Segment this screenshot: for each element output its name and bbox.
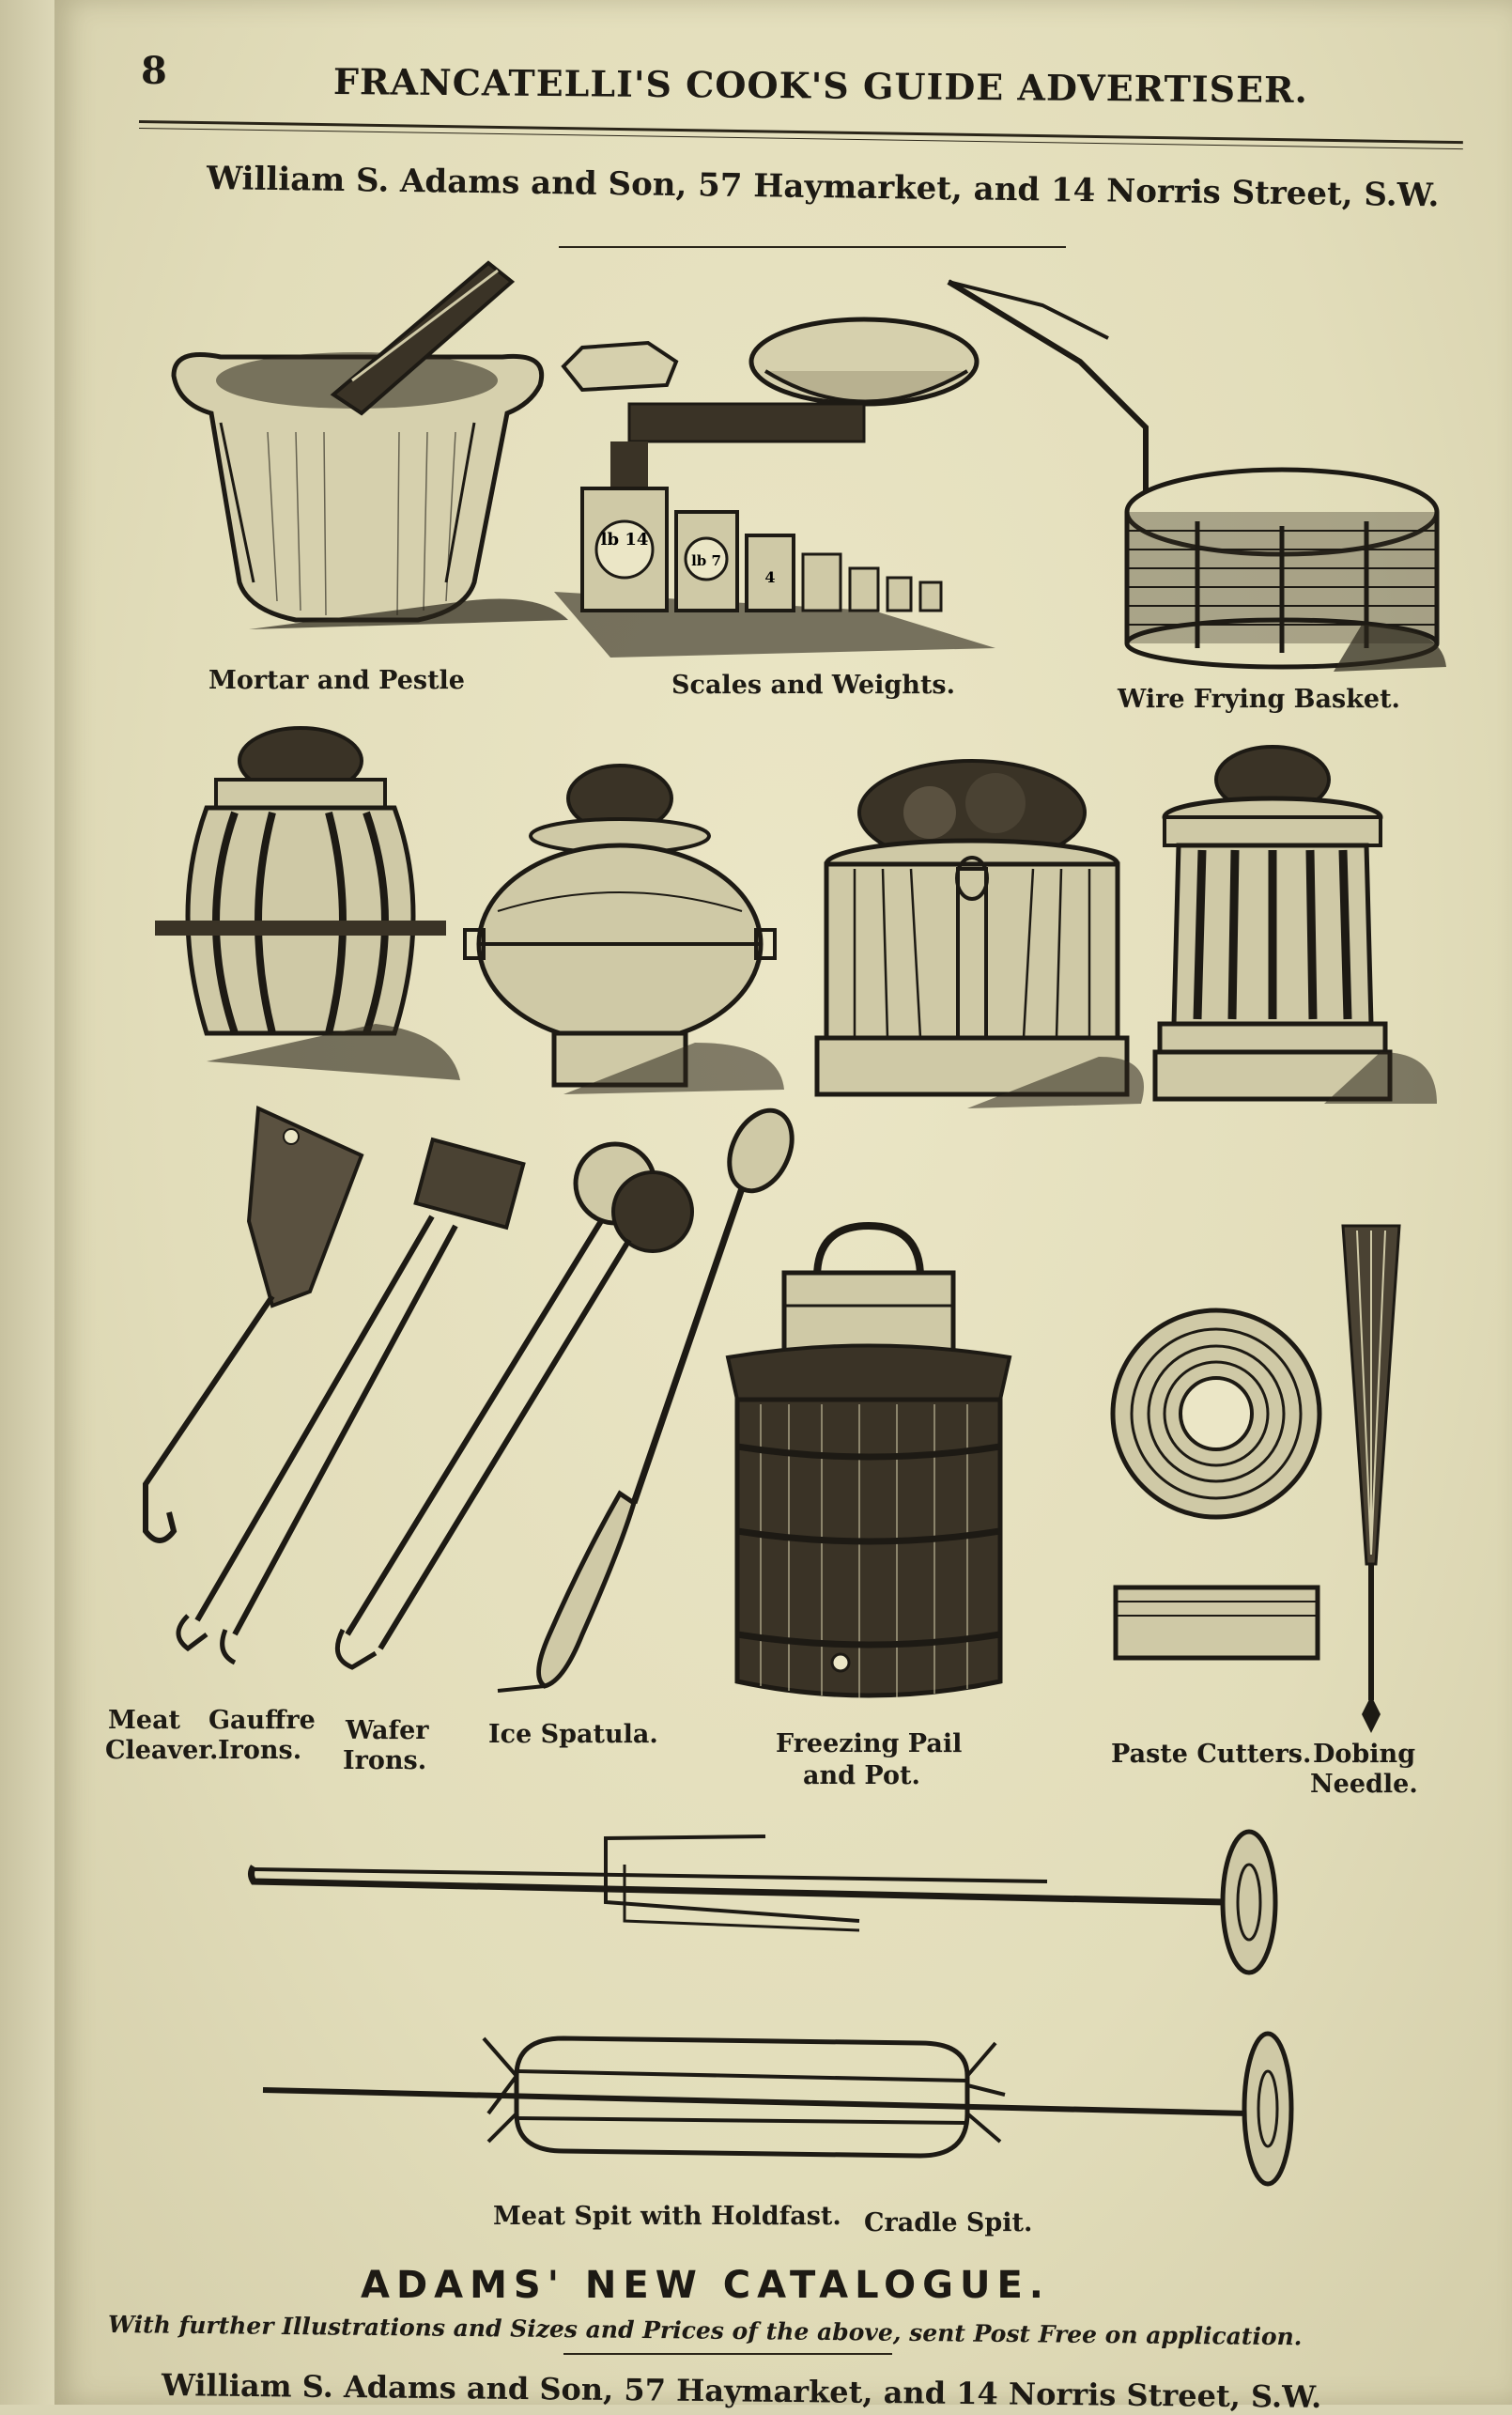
page-header-title: FRANCATELLI'S COOK'S GUIDE ADVERTISER.	[332, 60, 1309, 112]
caption-wafer-irons-line2: Irons.	[343, 1746, 427, 1775]
mortar-and-pestle-illustration	[164, 263, 559, 658]
dobing-needle-illustration	[1338, 1226, 1404, 1733]
page-number: 8	[141, 49, 167, 93]
meat-spit-with-holdfast-illustration	[249, 1827, 1291, 1996]
freezing-pail-and-pot-illustration	[718, 1221, 1019, 1710]
weight-4lb-mark: 4	[764, 568, 776, 586]
page-gutter	[0, 0, 54, 2405]
weight-14lb-mark: lb 14	[600, 530, 649, 550]
caption-wire-frying-basket: Wire Frying Basket.	[1118, 685, 1400, 714]
merchant-address-heading: William S. Adams and Son, 57 Haymarket, and 14 Norris Street, S.W.	[206, 160, 1440, 215]
footer-address: William S. Adams and Son, 57 Haymarket, and 14 Norris Street, S.W.	[161, 2367, 1322, 2415]
caption-ice-spatula: Ice Spatula.	[488, 1720, 658, 1749]
caption-scales-and-weights: Scales and Weights.	[671, 671, 956, 700]
caption-meat-spit: Meat Spit with Holdfast.	[493, 2202, 841, 2231]
caption-paste-cutters: Paste Cutters.	[1111, 1740, 1312, 1769]
caption-gauffre-irons-line2: Irons.	[218, 1736, 302, 1765]
caption-freezing-pail-line2: and Pot.	[803, 1761, 920, 1790]
catalogue-subtitle: With further Illustrations and Sizes and Prices of the above, sent Post Free on application.	[107, 2311, 1303, 2351]
caption-gauffre-irons-line1: Gauffre	[208, 1706, 316, 1735]
subheading-rule	[559, 246, 1066, 248]
caption-cradle-spit: Cradle Spit.	[864, 2208, 1033, 2237]
cleaver-irons-spatula-illustration	[131, 1108, 789, 1728]
caption-dobing-needle-line2: Needle.	[1310, 1770, 1418, 1799]
fluted-column-mould-illustration	[1155, 742, 1437, 1118]
caption-freezing-pail-line1: Freezing Pail	[776, 1729, 963, 1758]
caption-wafer-irons-line1: Wafer	[346, 1716, 429, 1745]
cradle-spit-illustration	[263, 2020, 1296, 2207]
catalogue-title: ADAMS' NEW CATALOGUE.	[361, 2264, 1050, 2307]
paste-cutters-illustration	[1108, 1306, 1334, 1663]
caption-meat-cleaver-line2: Cleaver.	[105, 1736, 219, 1765]
fruit-mould-illustration	[817, 756, 1136, 1113]
wire-frying-basket-illustration	[939, 268, 1442, 681]
caption-meat-cleaver-line1: Meat	[108, 1706, 181, 1735]
fluted-jelly-mould-illustration	[150, 723, 451, 1099]
catalogue-rule	[563, 2353, 892, 2355]
weight-7lb-mark: lb 7	[691, 552, 721, 569]
caption-dobing-needle-line1: Dobing	[1313, 1740, 1416, 1769]
caption-mortar-and-pestle: Mortar and Pestle	[208, 666, 465, 695]
round-lidded-mould-illustration	[460, 761, 779, 1099]
